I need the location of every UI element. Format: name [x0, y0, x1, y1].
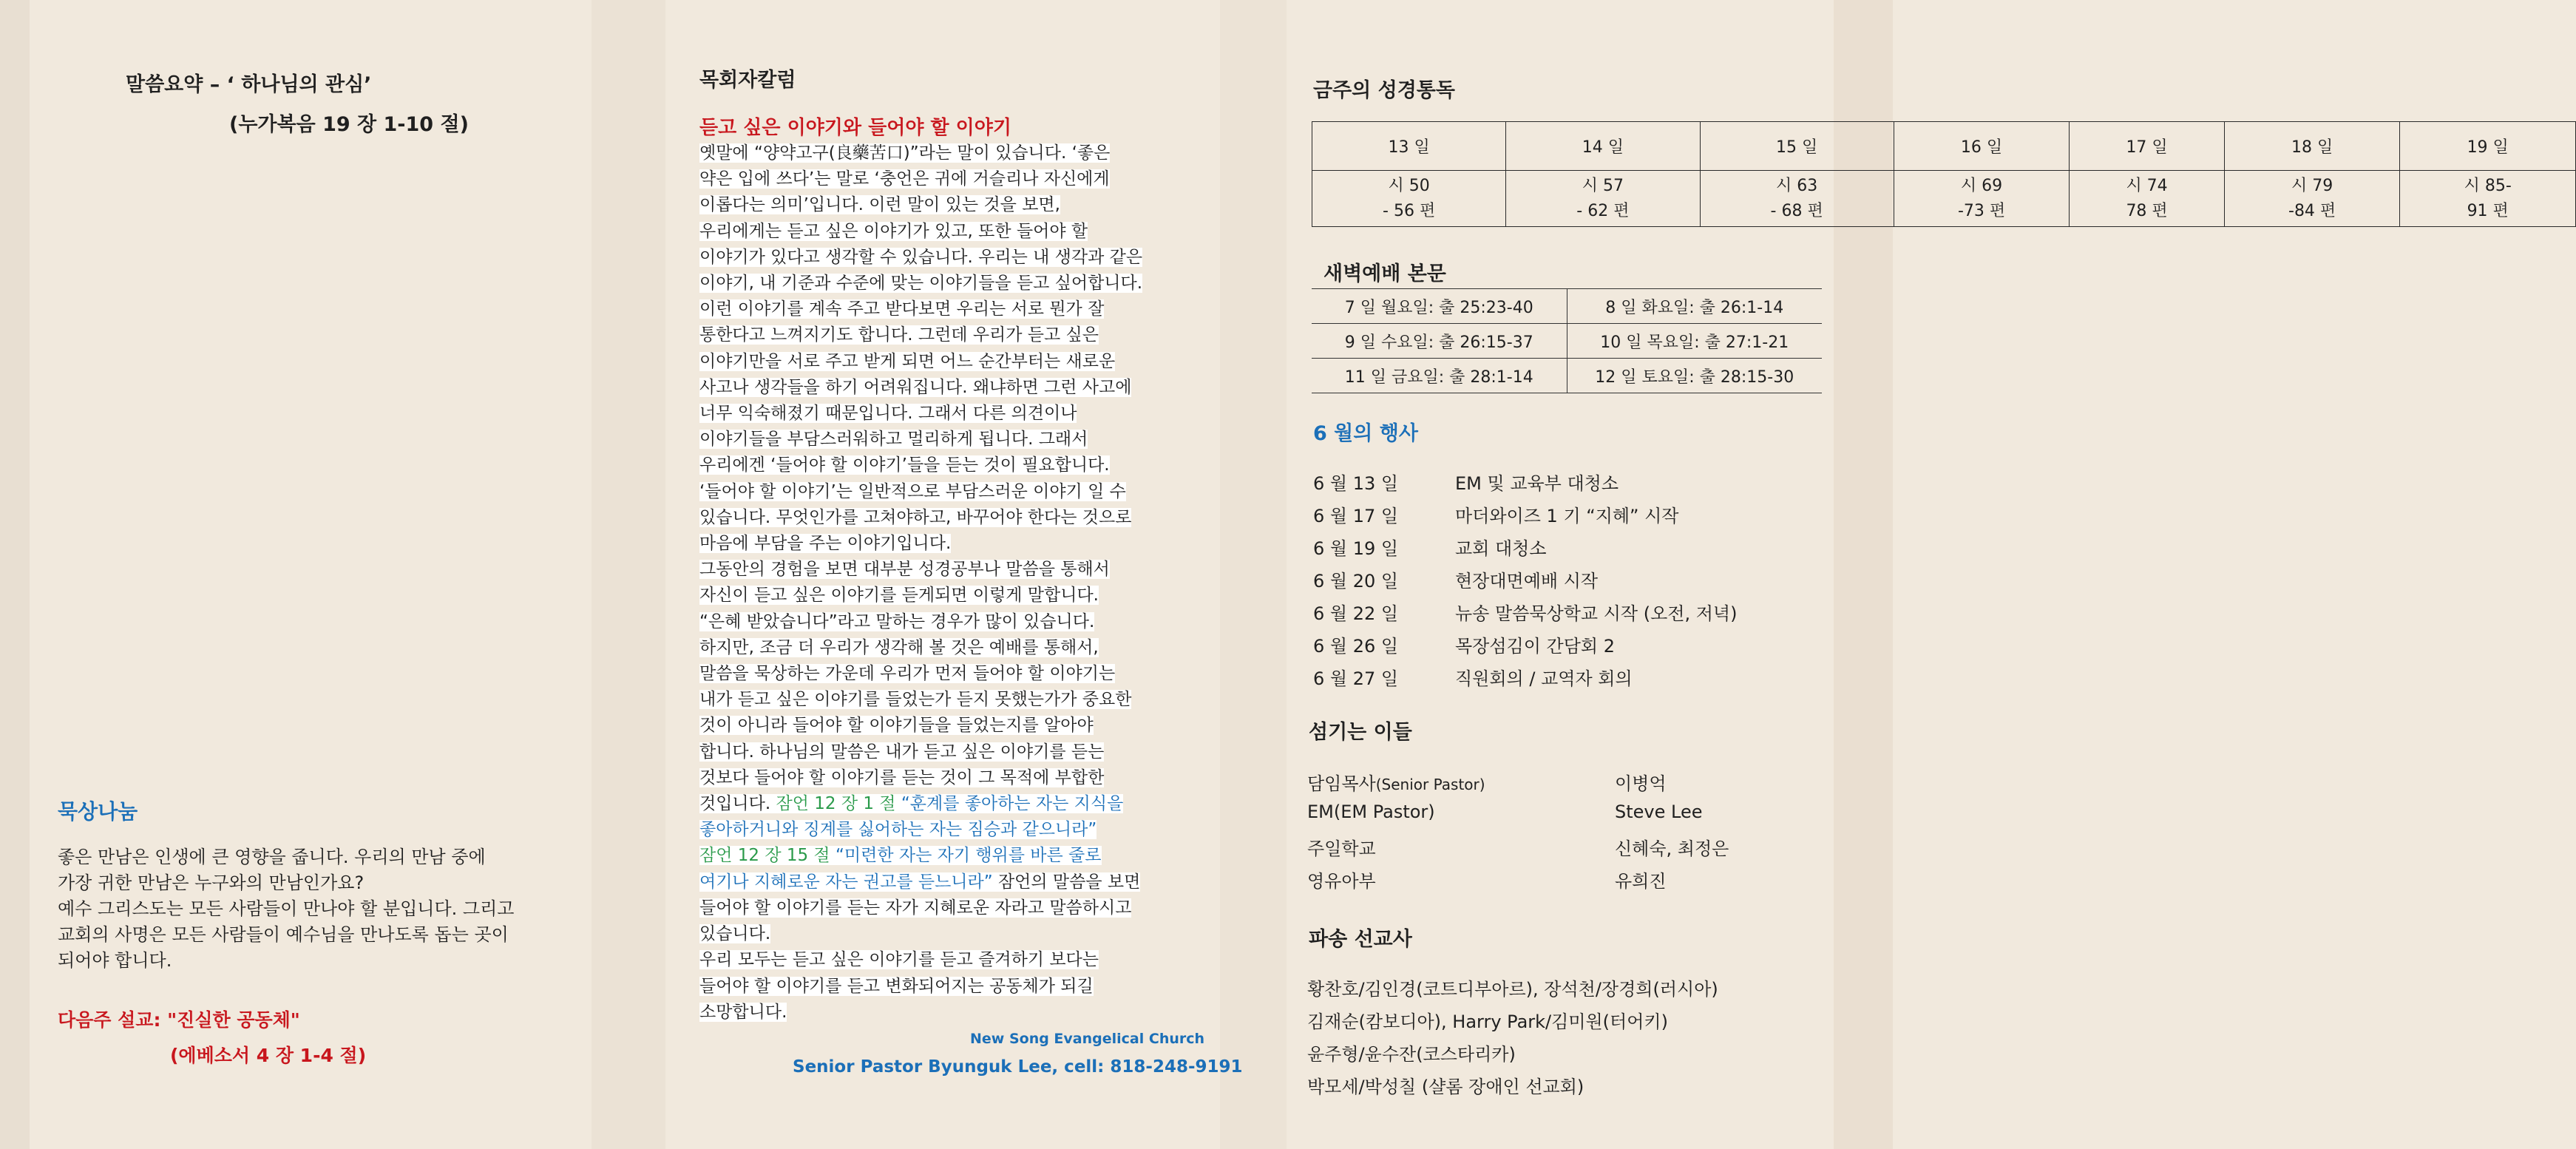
dawn-service-heading: 새벽예배 본문: [1323, 262, 1446, 285]
scripture-text: 여기나 지혜로운 자는 권고를 듣느니라”: [699, 872, 993, 892]
meditation-heading: 묵상나눔: [58, 799, 138, 824]
event-description: 교회 대청소: [1455, 538, 1547, 559]
reading-day-cell: 17 일: [2070, 122, 2225, 171]
column-line: [699, 322, 1142, 348]
column-line: [699, 843, 1142, 869]
column-line: [699, 427, 1142, 453]
meditation-line: 되어야 합니다.: [58, 950, 172, 971]
column-line: [699, 349, 1142, 375]
reading-chapter-end: -84 편: [2288, 201, 2336, 220]
church-name: New Song Evangelical Church: [970, 1031, 1205, 1047]
column-text: 것보다 들어야 할 이야기를 듣는 것이 그 목적에 부합한: [699, 767, 1105, 787]
column-line: [699, 245, 1142, 271]
event-date: 6 월 13 일: [1313, 473, 1399, 494]
column-text: 잠언의 말씀을 보면: [992, 872, 1141, 892]
dawn-row: [1312, 289, 1822, 324]
reading-chapter-cell: [2224, 171, 2400, 227]
sermon-summary-title: 말씀요약 – ‘ 하나님의 관심’: [126, 73, 372, 96]
next-sermon-title: 다음주 설교: "진실한 공동체": [58, 1009, 300, 1031]
event-date: 6 월 20 일: [1313, 571, 1399, 592]
column-line: [699, 192, 1142, 218]
event-date: 6 월 19 일: [1313, 538, 1399, 559]
column-line: [699, 974, 1142, 1000]
missionary-entry: 김재순(캄보디아), Harry Park/김미원(터어키): [1307, 1011, 1668, 1032]
meditation-line: 좋은 만남은 인생에 큰 영향을 줍니다. 우리의 만남 중에: [58, 847, 486, 867]
reading-chapter-cell: [2070, 171, 2225, 227]
fold-shadow-right: [1220, 0, 1287, 1149]
servant-role-label: 영유아부: [1307, 871, 1376, 892]
column-text: 이롭다는 의미’입니다. 이런 말이 있는 것을 보면,: [699, 195, 1060, 215]
reading-chapter-start: 시 57: [1582, 176, 1624, 195]
servant-name: Steve Lee: [1615, 801, 1703, 822]
column-line: [699, 140, 1142, 166]
event-date: 6 월 26 일: [1313, 636, 1399, 657]
column-line: [699, 1000, 1142, 1026]
column-text: 것이 아니라 들어야 할 이야기들을 들었는지를 알아야: [699, 716, 1094, 736]
column-text: 너무 익숙해졌기 때문입니다. 그래서 다른 의견이나: [699, 404, 1077, 424]
column-text: ‘들어야 할 이야기’는 일반적으로 부담스러운 이야기 일 수: [699, 481, 1126, 501]
event-description: 뉴송 말씀묵상학교 시작 (오전, 저녁): [1455, 603, 1738, 624]
reading-chapter-start: 시 79: [2291, 176, 2333, 195]
reading-chapter-end: 91 편: [2467, 201, 2509, 220]
column-line: [699, 739, 1142, 765]
column-line: [699, 583, 1142, 609]
column-text: 사고나 생각들을 하기 어려워집니다. 왜냐하면 그런 사고에: [699, 377, 1132, 397]
missionary-entry: 황찬호/김인경(코트디부아르), 장석천/장경희(러시아): [1307, 979, 1718, 1000]
column-subtitle: 듣고 싶은 이야기와 들어야 할 이야기: [699, 117, 1011, 139]
dawn-cell: 11 일 금요일: 출 28:1-14: [1312, 359, 1567, 393]
column-line: [699, 635, 1142, 661]
reading-chapter-end: - 56 편: [1383, 201, 1436, 220]
reading-day-cell: 18 일: [2224, 122, 2400, 171]
dawn-service-table: [1312, 288, 1822, 393]
column-text: 말씀을 묵상하는 가운데 우리가 먼저 들어야 할 이야기는: [699, 664, 1116, 684]
column-text: 그동안의 경험을 보면 대부분 성경공부나 말씀을 통해서: [699, 560, 1110, 580]
column-line: [699, 947, 1142, 973]
column-line: [699, 817, 1142, 843]
event-description: 마더와이즈 1 기 “지혜” 시작: [1455, 506, 1679, 526]
reading-chapter-end: -73 편: [1957, 201, 2006, 220]
column-text: 들어야 할 이야기를 듣는 자가 지혜로운 자라고 말씀하시고: [699, 898, 1132, 918]
column-line: [699, 557, 1142, 583]
column-text: 이야기만을 서로 주고 받게 되면 어느 순간부터는 새로운: [699, 351, 1116, 371]
column-text: 들어야 할 이야기를 듣고 변화되어지는 공동체가 되길: [699, 976, 1094, 996]
reading-days-row: [1312, 122, 2576, 171]
sermon-summary-reference: (누가복음 19 장 1-10 절): [229, 113, 469, 136]
servants-heading: 섬기는 이들: [1309, 721, 1412, 744]
event-date: 6 월 22 일: [1313, 603, 1399, 624]
column-line: [699, 687, 1142, 713]
column-line: [699, 765, 1142, 791]
column-text: 있습니다. 무엇인가를 고쳐야하고, 바꾸어야 한다는 것으로: [699, 507, 1132, 527]
june-events-heading: 6 월의 행사: [1313, 422, 1418, 445]
reading-chapter-end: - 62 편: [1576, 201, 1630, 220]
column-line: [699, 219, 1142, 245]
dawn-cell: 12 일 토요일: 출 28:15-30: [1567, 359, 1822, 393]
missionaries-heading: 파송 선교사: [1309, 928, 1412, 951]
servant-role: [1307, 769, 1485, 795]
scripture-text: “훈계를 좋아하는 자는 지식을: [895, 794, 1124, 814]
servant-role-label: 담임목사: [1307, 773, 1376, 794]
servant-role-label: 주일학교: [1307, 838, 1376, 859]
servant-role-label: EM(EM Pastor): [1307, 801, 1435, 822]
column-line: [699, 479, 1142, 505]
bible-reading-table: [1312, 121, 2576, 227]
servant-role: [1307, 834, 1376, 860]
fold-shadow-left: [592, 0, 665, 1149]
reading-day-cell: 19 일: [2400, 122, 2576, 171]
reading-chapter-cell: [1894, 171, 2070, 227]
column-text: 것입니다.: [699, 794, 776, 814]
bible-reading-heading: 금주의 성경통독: [1313, 79, 1455, 102]
pastor-contact: Senior Pastor Byunguk Lee, cell: 818-248-9191: [793, 1057, 1243, 1077]
reading-chapter-cell: [1506, 171, 1700, 227]
reading-chapter-start: 시 74: [2126, 176, 2168, 195]
column-line: [699, 401, 1142, 427]
column-text: 이야기가 있다고 생각할 수 있습니다. 우리는 내 생각과 같은: [699, 247, 1143, 267]
event-description: 현장대면예배 시작: [1455, 571, 1599, 592]
column-text: 이야기, 내 기준과 수준에 맞는 이야기들을 듣고 싶어합니다.: [699, 274, 1143, 294]
column-text: 합니다. 하나님의 말씀은 내가 듣고 싶은 이야기를 듣는: [699, 742, 1105, 762]
reading-day-cell: 15 일: [1700, 122, 1894, 171]
meditation-text: [58, 844, 514, 974]
column-text: 약은 입에 쓰다’는 말로 ‘충언은 귀에 거슬리나 자신에게: [699, 169, 1110, 189]
column-line: [699, 296, 1142, 322]
scripture-text: 잠언 12 장 15 절: [699, 846, 830, 866]
column-text: 내가 듣고 싶은 이야기를 들었는가 듣지 못했는가가 중요한: [699, 690, 1132, 710]
meditation-line: 가장 귀한 만남은 누구와의 만남인가요?: [58, 872, 365, 893]
column-text: 마음에 부담을 주는 이야기입니다.: [699, 534, 952, 554]
reading-chapter-cell: [1700, 171, 1894, 227]
servant-role: [1307, 867, 1376, 892]
background-edge: [0, 0, 30, 1149]
reading-chapter-start: 시 50: [1388, 176, 1430, 195]
column-line: [699, 870, 1142, 895]
column-text: 자신이 듣고 싶은 이야기를 듣게되면 이렇게 말합니다.: [699, 586, 1099, 606]
pastor-column-heading: 목회자칼럼: [699, 69, 796, 92]
event-description: EM 및 교육부 대청소: [1455, 473, 1619, 494]
event-date: 6 월 27 일: [1313, 668, 1399, 689]
column-text: 이런 이야기를 계속 주고 받다보면 우리는 서로 뭔가 잘: [699, 299, 1105, 319]
column-text: 소망합니다.: [699, 1002, 787, 1022]
dawn-row: [1312, 359, 1822, 393]
column-text: 옛말에 “양약고구(良藥苦口)”라는 말이 있습니다. ‘좋은: [699, 143, 1111, 163]
reading-chapters-row: [1312, 171, 2576, 227]
column-text: 하지만, 조금 더 우리가 생각해 볼 것은 예배를 통해서,: [699, 637, 1099, 657]
column-line: [699, 453, 1142, 478]
servant-name: 이병억: [1615, 773, 1667, 794]
column-text: 우리 모두는 듣고 싶은 이야기를 듣고 즐겨하기 보다는: [699, 950, 1099, 970]
scripture-text: “미련한 자는 자기 행위를 바른 줄로: [830, 846, 1102, 866]
column-text: “은혜 받았습니다”라고 말하는 경우가 많이 있습니다.: [699, 611, 1095, 631]
dawn-cell: 7 일 월요일: 출 25:23-40: [1312, 289, 1567, 324]
servant-role-note: (Senior Pastor): [1375, 776, 1485, 793]
servant-name: 유희진: [1615, 871, 1667, 892]
column-line: [699, 609, 1142, 635]
column-line: [699, 166, 1142, 192]
meditation-line: 예수 그리스도는 모든 사람들이 만나야 할 분입니다. 그리고: [58, 898, 515, 919]
event-date: 6 월 17 일: [1313, 506, 1399, 526]
reading-chapter-end: 78 편: [2126, 201, 2168, 220]
missionary-entry: 박모세/박성칠 (샬롬 장애인 선교회): [1307, 1077, 1584, 1097]
scripture-text: 좋아하거니와 징계를 싫어하는 자는 짐승과 같으니라”: [699, 820, 1097, 840]
column-line: [699, 895, 1142, 921]
reading-chapter-cell: [2400, 171, 2576, 227]
column-text: 있습니다.: [699, 924, 771, 944]
reading-chapter-cell: [1312, 171, 1506, 227]
reading-chapter-start: 시 63: [1776, 176, 1818, 195]
column-text: 우리에겐 ‘들어야 할 이야기’들을 듣는 것이 필요합니다.: [699, 455, 1110, 475]
next-sermon-reference: (에베소서 4 장 1-4 절): [170, 1045, 367, 1066]
servant-role: [1307, 801, 1435, 822]
reading-chapter-start: 시 85-: [2464, 176, 2512, 195]
column-body: [699, 140, 1142, 1026]
reading-day-cell: 14 일: [1506, 122, 1700, 171]
column-line: [699, 375, 1142, 401]
reading-day-cell: 13 일: [1312, 122, 1506, 171]
event-description: 직원회의 / 교역자 회의: [1455, 668, 1633, 689]
column-text: 통한다고 느껴지기도 합니다. 그런데 우리가 듣고 싶은: [699, 325, 1099, 345]
column-line: [699, 661, 1142, 687]
dawn-cell: 8 일 화요일: 출 26:1-14: [1567, 289, 1822, 324]
column-line: [699, 921, 1142, 947]
missionary-entry: 윤주형/윤수잔(코스타리카): [1307, 1044, 1516, 1065]
servant-name: 신혜숙, 최정은: [1615, 838, 1729, 859]
reading-chapter-start: 시 69: [1960, 176, 2003, 195]
column-line: [699, 713, 1142, 739]
column-text: 이야기들을 부담스러워하고 멀리하게 됩니다. 그래서: [699, 430, 1088, 450]
dawn-cell: 9 일 수요일: 출 26:15-37: [1312, 324, 1567, 359]
dawn-row: [1312, 324, 1822, 359]
dawn-cell: 10 일 목요일: 출 27:1-21: [1567, 324, 1822, 359]
reading-day-cell: 16 일: [1894, 122, 2070, 171]
event-description: 목장섬김이 간담회 2: [1455, 636, 1615, 657]
meditation-line: 교회의 사명은 모든 사람들이 예수님을 만나도록 돕는 곳이: [58, 924, 509, 945]
column-line: [699, 505, 1142, 531]
reading-chapter-end: - 68 편: [1770, 201, 1823, 220]
scripture-text: 잠언 12 장 1 절: [776, 794, 896, 814]
column-line: [699, 271, 1142, 296]
column-text: 우리에게는 듣고 싶은 이야기가 있고, 또한 들어야 할: [699, 221, 1088, 241]
column-line: [699, 531, 1142, 557]
column-line: [699, 791, 1142, 817]
